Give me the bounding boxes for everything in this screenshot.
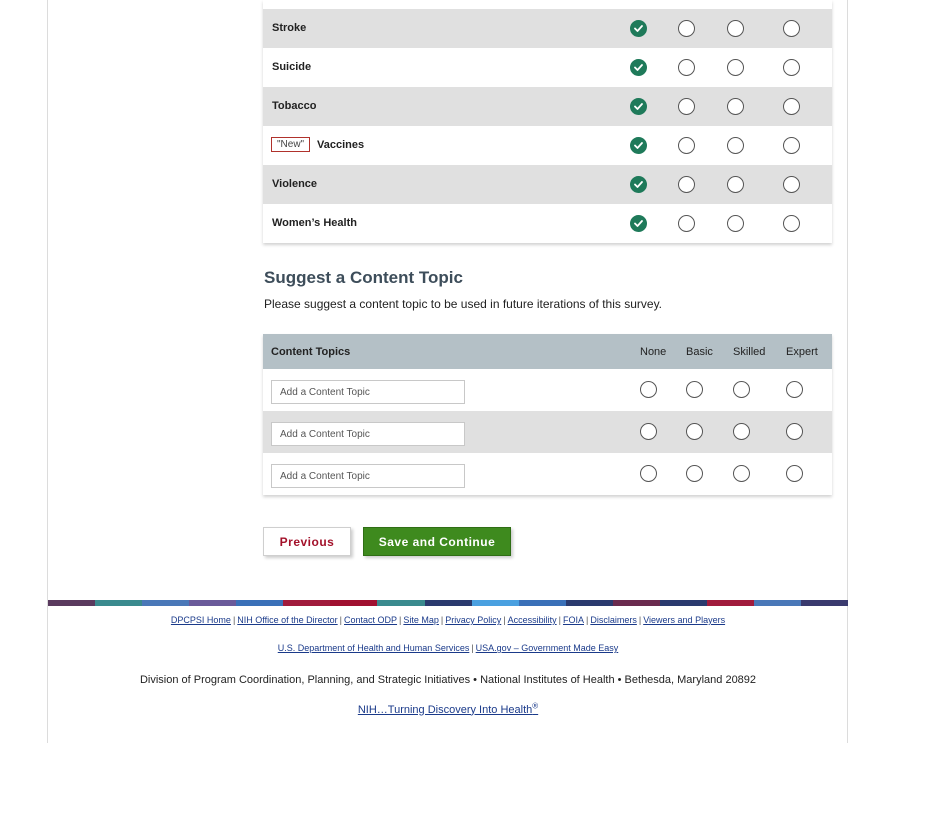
link-separator: |: [471, 643, 474, 653]
save-and-continue-button[interactable]: Save and Continue: [363, 527, 511, 556]
check-icon: [634, 103, 643, 110]
footer-link[interactable]: NIH Office of the Director: [237, 615, 338, 625]
footer-link[interactable]: Privacy Policy: [445, 615, 502, 625]
previous-button[interactable]: Previous: [263, 527, 351, 556]
suggest-row-1: [263, 369, 832, 411]
color-bar-segment: [472, 600, 519, 606]
topic-row: [263, 165, 832, 204]
topic-row: [263, 204, 832, 243]
color-bar-segment: [566, 600, 613, 606]
header-content-topics: Content Topics: [271, 346, 351, 358]
color-bar-segment: [283, 600, 330, 606]
radio-none[interactable]: [630, 20, 647, 37]
footer-link[interactable]: DPCPSI Home: [170, 615, 231, 625]
radio-expert[interactable]: [783, 137, 800, 154]
radio-skilled[interactable]: [727, 137, 744, 154]
radio-none[interactable]: [630, 98, 647, 115]
header-none: None: [640, 346, 667, 358]
radio-basic[interactable]: [678, 59, 695, 76]
topic-label: Women’s Health: [272, 217, 357, 229]
radio-expert[interactable]: [783, 59, 800, 76]
color-bar-segment: [142, 600, 189, 606]
footer-link[interactable]: Viewers and Players: [643, 615, 726, 625]
topic-label: Stroke: [272, 22, 307, 34]
footer-color-bar: [48, 600, 848, 606]
color-bar-segment: [425, 600, 472, 606]
topic-label: Suicide: [272, 61, 312, 73]
check-icon: [634, 142, 643, 149]
radio-skilled[interactable]: [733, 465, 750, 482]
footer-links-secondary: [48, 643, 848, 653]
content-topic-input-1[interactable]: [271, 380, 465, 404]
radio-skilled[interactable]: [727, 176, 744, 193]
radio-none[interactable]: [630, 59, 647, 76]
footer-link[interactable]: U.S. Department of Health and Human Services: [277, 643, 470, 653]
topic-row: [263, 48, 832, 87]
header-basic: Basic: [686, 346, 713, 358]
radio-expert[interactable]: [783, 98, 800, 115]
radio-none[interactable]: [630, 215, 647, 232]
header-expert: Expert: [786, 346, 818, 358]
link-separator: |: [399, 615, 402, 625]
radio-none[interactable]: [640, 423, 657, 440]
link-separator: |: [339, 615, 343, 625]
color-bar-segment: [707, 600, 754, 606]
link-separator: |: [440, 615, 444, 625]
color-bar-segment: [189, 600, 236, 606]
link-separator: |: [558, 615, 561, 625]
radio-basic[interactable]: [686, 423, 703, 440]
color-bar-segment: [519, 600, 566, 606]
suggest-table-header: [263, 334, 832, 369]
content-topic-table: [263, 0, 832, 243]
radio-expert[interactable]: [786, 423, 803, 440]
content-topic-input-3[interactable]: [271, 464, 465, 488]
footer-link[interactable]: Accessibility: [507, 615, 557, 625]
check-icon: [634, 220, 643, 227]
radio-skilled[interactable]: [727, 59, 744, 76]
link-separator: |: [503, 615, 506, 625]
color-bar-segment: [48, 600, 95, 606]
suggest-topic-table: [263, 334, 832, 495]
color-bar-segment: [754, 600, 801, 606]
link-separator: |: [586, 615, 589, 625]
radio-skilled[interactable]: [727, 20, 744, 37]
radio-skilled[interactable]: [733, 423, 750, 440]
check-icon: [634, 64, 643, 71]
color-bar-segment: [330, 600, 377, 606]
radio-skilled[interactable]: [727, 98, 744, 115]
suggest-row-3: [263, 453, 832, 495]
radio-skilled[interactable]: [733, 381, 750, 398]
footer-address: Division of Program Coordination, Planning, and Strategic Initiatives • National Institutes of Health • Bethesda, Maryland 20892: [139, 674, 757, 686]
radio-none[interactable]: [640, 381, 657, 398]
footer-link[interactable]: Contact ODP: [344, 615, 398, 625]
radio-expert[interactable]: [783, 176, 800, 193]
radio-none[interactable]: [630, 137, 647, 154]
radio-expert[interactable]: [783, 20, 800, 37]
content-topic-input-2[interactable]: [271, 422, 465, 446]
footer-links-primary: [48, 615, 848, 625]
topic-row: [263, 87, 832, 126]
registered-mark: ®: [532, 701, 539, 710]
suggest-title: Suggest a Content Topic: [264, 268, 463, 287]
topic-label: Tobacco: [272, 100, 317, 112]
check-icon: [634, 181, 643, 188]
tagline-text: NIH…Turning Discovery Into Health: [357, 703, 533, 716]
footer-link[interactable]: Disclaimers: [590, 615, 637, 625]
topic-row: [263, 126, 832, 165]
radio-basic[interactable]: [686, 381, 703, 398]
radio-basic[interactable]: [678, 176, 695, 193]
topic-label: Vaccines: [317, 139, 365, 151]
radio-expert[interactable]: [786, 381, 803, 398]
radio-basic[interactable]: [678, 215, 695, 232]
color-bar-segment: [613, 600, 660, 606]
radio-none[interactable]: [630, 176, 647, 193]
radio-none[interactable]: [640, 465, 657, 482]
link-separator: |: [638, 615, 642, 625]
link-separator: |: [232, 615, 236, 625]
footer-link[interactable]: USA.gov – Government Made Easy: [475, 643, 619, 653]
topic-label: Violence: [272, 178, 318, 190]
color-bar-segment: [377, 600, 424, 606]
tagline-link[interactable]: [357, 701, 539, 716]
suggest-row-2: [263, 411, 832, 453]
radio-expert[interactable]: [783, 215, 800, 232]
radio-basic[interactable]: [678, 20, 695, 37]
topic-row: [263, 9, 832, 48]
color-bar-segment: [95, 600, 142, 606]
header-skilled: Skilled: [733, 346, 766, 358]
footer-tagline: [48, 701, 848, 716]
check-icon: [634, 25, 643, 32]
footer-link[interactable]: FOIA: [562, 615, 584, 625]
suggest-description: Please suggest a content topic to be used in future iterations of this survey.: [264, 297, 663, 311]
radio-basic[interactable]: [678, 98, 695, 115]
radio-skilled[interactable]: [727, 215, 744, 232]
footer-link[interactable]: Site Map: [403, 615, 439, 625]
radio-basic[interactable]: [686, 465, 703, 482]
color-bar-segment: [801, 600, 848, 606]
radio-basic[interactable]: [678, 137, 695, 154]
table-top-edge: [263, 0, 832, 9]
new-badge: "New": [271, 137, 310, 152]
color-bar-segment: [236, 600, 283, 606]
color-bar-segment: [660, 600, 707, 606]
radio-expert[interactable]: [786, 465, 803, 482]
